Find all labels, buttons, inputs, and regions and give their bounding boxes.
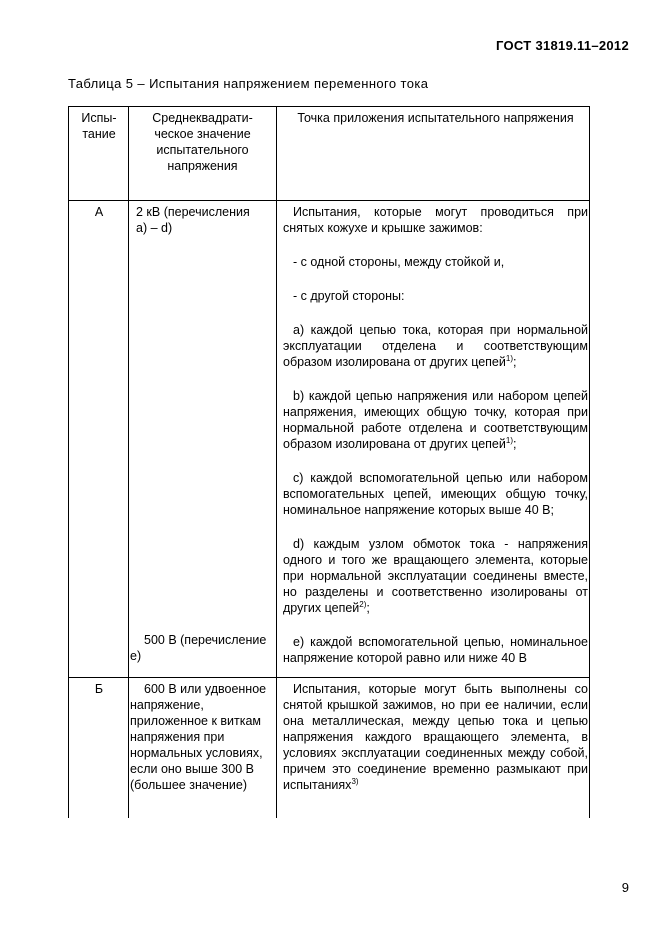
row-a-test: А bbox=[94, 205, 104, 219]
row-divider bbox=[68, 677, 590, 678]
footnote-ref: 1) bbox=[505, 353, 513, 363]
row-b-voltage: 600 В или удвоенное напряжение, приложенное к виткам напряжения при нормальных условиях, если оно выше 300 В (большее значение) bbox=[130, 682, 267, 792]
column-divider-2 bbox=[276, 106, 277, 818]
column-divider-1 bbox=[128, 106, 129, 818]
footnote-ref: 1) bbox=[505, 435, 513, 445]
footnote-ref: 3) bbox=[351, 776, 359, 786]
row-a-item-b: b) каждой цепью напряжения или набором цепей напряжения, имеющих общую точку, которая при нормальной работе отделена и соответствующим образом изолирована от других цепей$^{1)}$; bbox=[283, 389, 588, 451]
test-table bbox=[68, 106, 590, 818]
table-border-top bbox=[68, 106, 590, 107]
column-header-point: Точка приложения испытательного напряжения bbox=[297, 111, 574, 125]
footnote-ref: 2) bbox=[359, 599, 367, 609]
page-number: 9 bbox=[621, 880, 629, 895]
table-border-right bbox=[589, 106, 590, 818]
row-a-item-a: а) каждой цепью тока, которая при нормальной эксплуатации отделена и соответствующим образом изолирована от других цепей$^{1)}$; bbox=[283, 323, 588, 369]
table-border-left bbox=[68, 106, 69, 818]
row-a-voltage-1: 2 кВ (перечисления а) – d) bbox=[136, 205, 250, 235]
row-a-voltage-2: 500 В (перечисление е) bbox=[130, 633, 267, 663]
row-a-intro: Испытания, которые могут проводиться при снятых кожухе и крышке зажимов: bbox=[283, 205, 588, 235]
row-a-item-d: d) каждым узлом обмоток тока - напряжения одного и того же вращающего элемента, которые при нормальной эксплуатации соединены вместе, но разделены и соответственно изолированы от других цепей$^{2)}$; bbox=[283, 537, 588, 615]
document-header: ГОСТ 31819.11–2012 bbox=[496, 38, 629, 53]
row-a-side-2: - с другой стороны: bbox=[293, 289, 405, 303]
table-caption: Таблица 5 – Испытания напряжением переменного тока bbox=[68, 76, 429, 91]
row-a-point bbox=[283, 204, 588, 666]
row-b-point: Испытания, которые могут быть выполнены со снятой крышкой зажимов, но при ее наличии, если она металлическая, между цепью тока и цепью напряжения каждого вращающего элемента, в условиях эксплуатации соединенных между собой, причем это соединение временно размыкают при испытаниях$^{3)}$ bbox=[283, 682, 588, 792]
column-header-voltage: Среднеквадрати- ческое значение испытательного напряжения bbox=[152, 111, 253, 173]
row-a-item-c: с) каждой вспомогательной цепью или набором вспомогательных цепей, имеющих общую точку, номинальное напряжение которых выше 40 В; bbox=[283, 471, 588, 517]
header-row-divider bbox=[68, 200, 590, 201]
row-a-item-e: е) каждой вспомогательной цепью, номинальное напряжение которой равно или ниже 40 В bbox=[283, 635, 588, 665]
row-a-side-1: - с одной стороны, между стойкой и, bbox=[293, 255, 505, 269]
row-b-test: Б bbox=[94, 682, 104, 696]
column-header-test: Испы- тание bbox=[81, 111, 117, 141]
